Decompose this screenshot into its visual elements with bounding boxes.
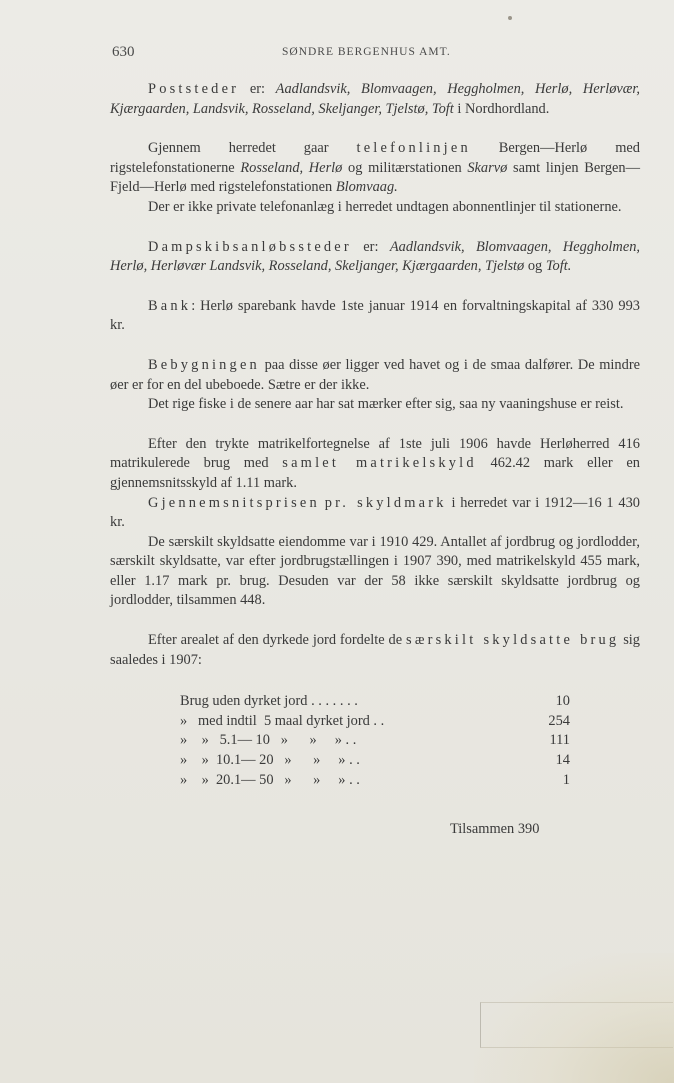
table-row (180, 712, 570, 732)
term-bank: Bank (148, 297, 192, 314)
total-value: 390 (517, 821, 540, 838)
page-body (110, 80, 640, 840)
paragraph-eiendomme: De særskilt skyldsatte eiendomme var i 1910 429. Antallet af jordbrug og jordlodder, særskilt skyldsatte, var efter jordbrugstællingen i 1907 390, med matrikelskyld 455 mark, eller 1.17 mark pr. brug. Desuden var der 58 ikke særskilt skyldsatte jordbrug og jordlodder, tilsammen 448. (110, 533, 640, 609)
paragraph-arealet: Efter arealet af den dyrkede jord fordelte de særskilt skyldsatte brug sig saaledes i 1907: (110, 632, 640, 668)
row-value: 1 (562, 771, 570, 788)
row-value: 111 (549, 732, 570, 749)
paragraph-telefon: Gjennem herredet gaar telefonlinjen Bergen—Herlø med rigstelefonstationerne Rosseland, Herlø og militærstationen Skarvø samt linjen Bergen—Fjeld—Herlø med rigstelefonstationen Blomvaag. (110, 140, 640, 196)
paragraph-gjennemsnitspris: Gjennemsnitsprisen pr. skyldmark i herredet var i 1912—16 1 430 kr. (110, 494, 640, 531)
paragraph-dampskibsanlob: Dampskibsanløbssteder er: Aadlandsvik, Blomvaagen, Heggholmen, Herlø, Herløvær Landsvik, Rosseland, Skeljanger, Kjærgaarden, Tjelstø og Toft. (110, 238, 641, 275)
running-title: SØNDRE BERGENHUS AMT. (282, 46, 451, 58)
row-label: » » 10.1— 20 » » » . . (180, 752, 360, 769)
term-poststeder: Poststeder (148, 81, 240, 97)
term-bebygningen: Bebygningen (148, 356, 260, 373)
ink-speck (508, 16, 512, 20)
paragraph-bank: Bank: Herlø sparebank havde 1ste januar 1914 en forvaltningskapital af 330 993 kr. (110, 297, 640, 334)
row-value: 14 (555, 752, 570, 769)
place-list: Aadlandsvik, Blomvaagen, Heggholmen, Herlø, Herløvær, Kjærgaarden, Landsvik, Rosseland, Skeljanger, Tjelstø, Toft (110, 81, 640, 117)
row-value: 254 (548, 712, 570, 729)
row-label: » med indtil 5 maal dyrket jord . . (180, 712, 385, 729)
row-label: » » 20.1— 50 » » » . . (180, 771, 360, 788)
paragraph-matrikel: Efter den trykte matrikelfortegnelse af 1ste juli 1906 havde Herløherred 416 matrikulerede brug med samlet matrikelskyld 462.42 mark eller en gjennemsnitsskyld af 1.11 mark. (110, 435, 641, 491)
term-samlet-matrikelskyld: samlet matrikelskyld (282, 455, 477, 472)
term-saerskilt-skyldsatte-brug: særskilt skyldsatte brug (406, 632, 620, 649)
row-label: » » 5.1— 10 » » » . . (180, 732, 357, 749)
table-row (180, 771, 570, 791)
table-row (180, 751, 570, 771)
paragraph-fiske: Det rige fiske i de senere aar har sat mærker efter sig, saa ny vaaningshuse er reist. (148, 396, 624, 413)
total-label: Tilsammen (450, 821, 515, 838)
distribution-table (180, 692, 570, 790)
term-pr-skyldmark: pr. skyldmark (324, 494, 447, 511)
term-dampskibsanlobssteder: Dampskibsanløbssteder (148, 238, 352, 255)
paragraph-poststeder: Poststeder er: Aadlandsvik, Blomvaagen, Heggholmen, Herlø, Herløvær, Kjærgaarden, Landsvik, Rosseland, Skeljanger, Tjelstø, Toft i Nordhordland. (110, 81, 640, 117)
table-row (180, 692, 570, 712)
term-gjennemsnitsprisen: Gjennemsnitsprisen (148, 494, 320, 511)
table-row (180, 731, 570, 751)
paper-stain (474, 953, 674, 1083)
term-telefonlinjen: telefonlinjen (356, 140, 471, 157)
page-number: 630 (112, 44, 135, 60)
row-label: Brug uden dyrket jord . . . . . . . (180, 693, 358, 710)
table-total (450, 820, 640, 840)
row-value: 10 (555, 693, 570, 710)
paragraph-private-telefon: Der er ikke private telefonanlæg i herredet undtagen abonnentlinjer til stationerne. (148, 198, 622, 215)
paragraph-bebygningen: Bebygningen paa disse øer ligger ved havet og i de smaa dalfører. De mindre øer er for en del ubeboede. Sætre er der ikke. (110, 356, 640, 393)
